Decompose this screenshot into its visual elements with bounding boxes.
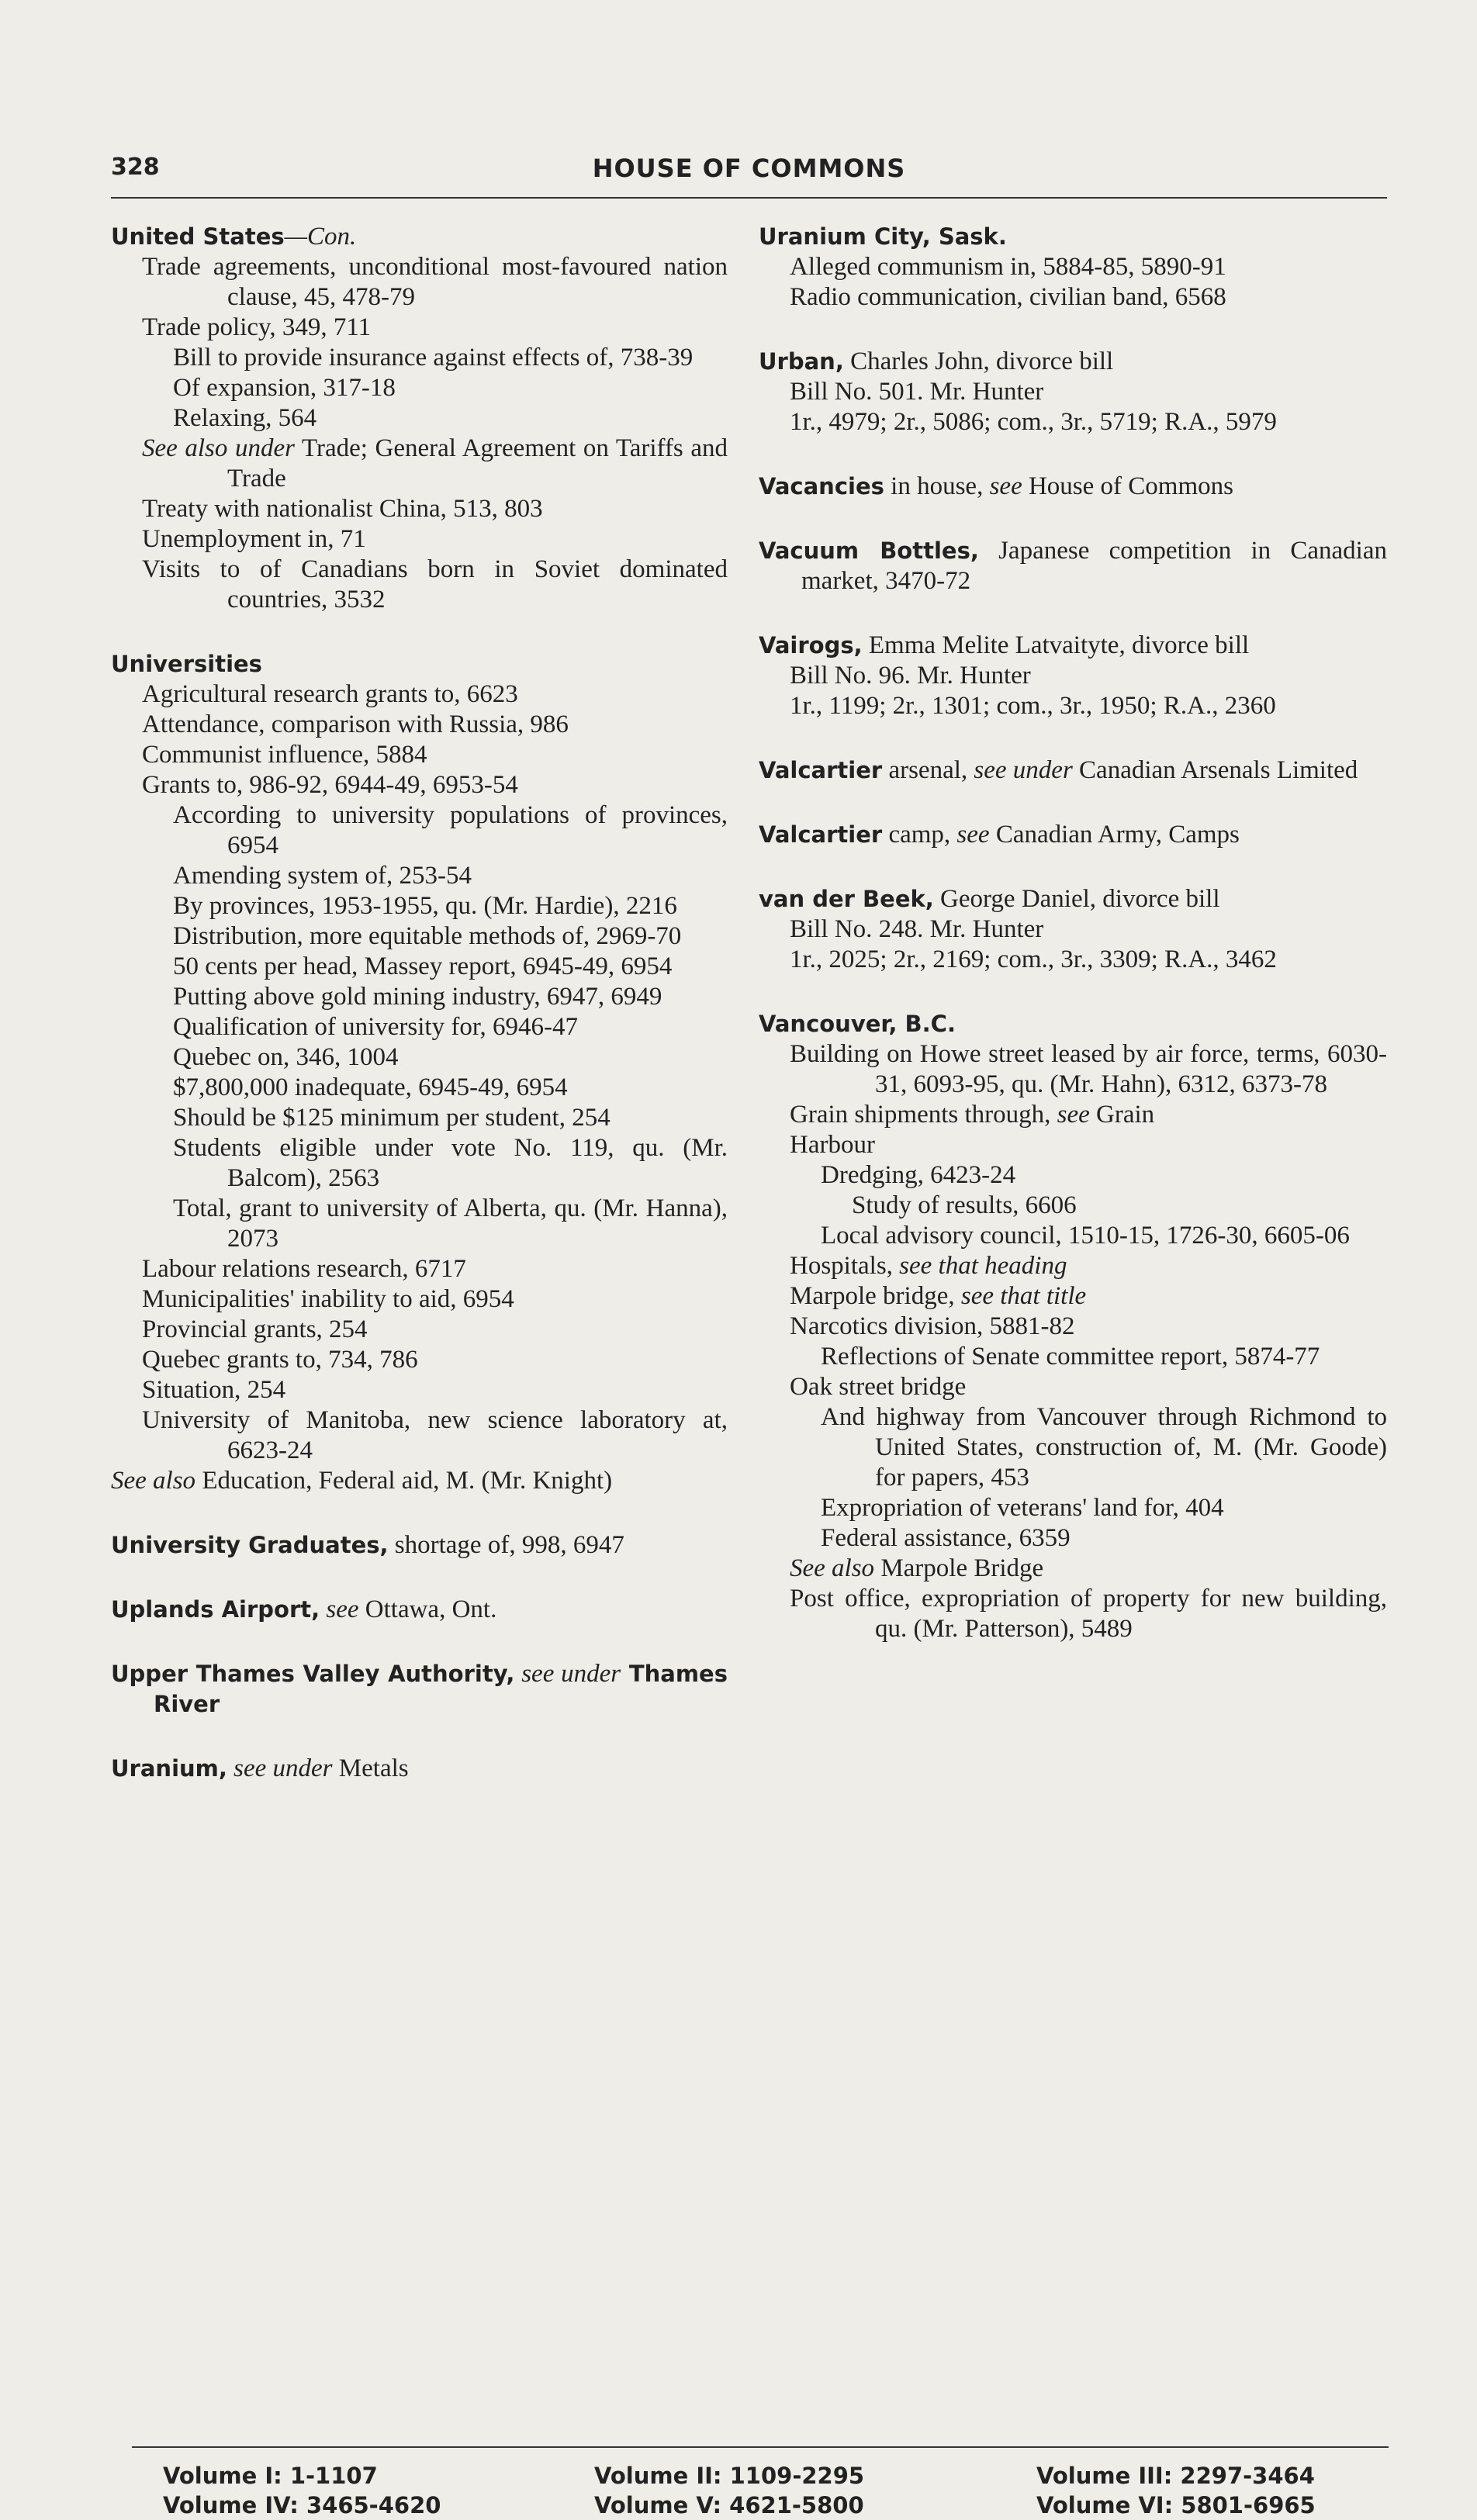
index-entry: University of Manitoba, new science laboratory at, 6623-24: [142, 1406, 728, 1464]
index-heading: Universities: [111, 651, 262, 677]
footer-rule: [132, 2446, 1389, 2448]
volume-range: Volume II: 1109-2295: [594, 2463, 865, 2489]
index-subentry: Students eligible under vote No. 119, qu. (Mr. Balcom), 2563: [173, 1134, 728, 1192]
index-heading: Valcartier camp, see Canadian Army, Camps: [759, 821, 1240, 849]
index-entry: 1r., 1199; 2r., 1301; com., 3r., 1950; R.A., 2360: [790, 692, 1276, 720]
index-entry: 1r., 2025; 2r., 2169; com., 3r., 3309; R.A., 3462: [790, 945, 1277, 973]
index-subentry: Total, grant to university of Alberta, qu. (Mr. Hanna), 2073: [173, 1194, 728, 1253]
index-heading: Vacuum Bottles, Japanese competition in Canadian market, 3470-72: [759, 537, 1387, 595]
index-subentry: Local advisory council, 1510-15, 1726-30, 6605-06: [821, 1222, 1350, 1250]
index-subentry: Distribution, more equitable methods of, 2969-70: [173, 922, 682, 950]
index-entry: Situation, 254: [142, 1376, 286, 1404]
volume-range: Volume IV: 3465-4620: [163, 2492, 441, 2518]
index-entry: Grain shipments through, see Grain: [790, 1101, 1155, 1129]
cross-reference: See also under Trade; General Agreement on Tariffs and Trade: [142, 434, 728, 493]
index-heading: Uranium City, Sask.: [759, 223, 1007, 250]
index-entry: Labour relations research, 6717: [142, 1255, 466, 1283]
cross-reference: See also Education, Federal aid, M. (Mr. Knight): [111, 1467, 613, 1495]
index-subentry: Federal assistance, 6359: [821, 1524, 1071, 1552]
running-head: HOUSE OF COMMONS: [592, 154, 906, 183]
index-entry: Agricultural research grants to, 6623: [142, 680, 518, 708]
index-entry: Unemployment in, 71: [142, 525, 366, 553]
index-subentry: Quebec on, 346, 1004: [173, 1043, 399, 1071]
index-subentry: $7,800,000 inadequate, 6945-49, 6954: [173, 1073, 568, 1101]
right-column: [759, 222, 1387, 1644]
volume-range: Volume VI: 5801-6965: [1036, 2492, 1316, 2518]
index-subentry: Putting above gold mining industry, 6947, 6949: [173, 983, 662, 1011]
left-column: [111, 222, 728, 1784]
page-header: [111, 154, 1387, 199]
volume-range: Volume III: 2297-3464: [1036, 2463, 1315, 2489]
page-number: 328: [111, 154, 160, 181]
index-entry: Provincial grants, 254: [142, 1315, 368, 1343]
index-heading: Uplands Airport, see Ottawa, Ont.: [111, 1595, 497, 1623]
index-subentry: Amending system of, 253-54: [173, 862, 472, 890]
index-subentry: And highway from Vancouver through Richmond to United States, construction of, M. (Mr. Goode) for papers, 453: [821, 1403, 1387, 1492]
index-entry: 1r., 4979; 2r., 5086; com., 3r., 5719; R.A., 5979: [790, 408, 1277, 436]
index-heading: Uranium, see under Metals: [111, 1754, 409, 1782]
index-subentry: Expropriation of veterans' land for, 404: [821, 1494, 1224, 1522]
index-subentry: 50 cents per head, Massey report, 6945-49, 6954: [173, 952, 673, 980]
index-subentry: Bill to provide insurance against effects of, 738-39: [173, 344, 694, 372]
index-subentry: According to university populations of provinces, 6954: [173, 801, 728, 859]
index-heading: van der Beek, George Daniel, divorce bill: [759, 885, 1220, 913]
index-heading: University Graduates, shortage of, 998, 6947: [111, 1531, 624, 1559]
index-subentry: Dredging, 6423-24: [821, 1161, 1016, 1189]
index-heading: Upper Thames Valley Authority, see under Thames River: [111, 1660, 728, 1717]
index-entry: Municipalities' inability to aid, 6954: [142, 1285, 514, 1313]
volume-range: Volume V: 4621-5800: [594, 2492, 864, 2518]
index-entry: Bill No. 96. Mr. Hunter: [790, 662, 1031, 690]
index-entry: Radio communication, civilian band, 6568: [790, 283, 1226, 311]
index-entry: Hospitals, see that heading: [790, 1252, 1067, 1280]
index-entry: Bill No. 248. Mr. Hunter: [790, 915, 1044, 943]
index-subentry: Relaxing, 564: [173, 404, 317, 432]
index-heading: Valcartier arsenal, see under Canadian Arsenals Limited: [759, 756, 1358, 784]
index-heading: Urban, Charles John, divorce bill: [759, 347, 1114, 375]
index-heading: Vancouver, B.C.: [759, 1011, 956, 1037]
index-subentry: Qualification of university for, 6946-47: [173, 1013, 578, 1041]
index-entry: Treaty with nationalist China, 513, 803: [142, 495, 543, 523]
index-subentry: Should be $125 minimum per student, 254: [173, 1104, 611, 1132]
index-entry: Attendance, comparison with Russia, 986: [142, 710, 569, 738]
index-subentry: Of expansion, 317-18: [173, 374, 396, 402]
index-entry: Communist influence, 5884: [142, 741, 427, 769]
index-entry: Trade agreements, unconditional most-favoured nation clause, 45, 478-79: [142, 253, 728, 311]
index-entry: Harbour: [790, 1131, 875, 1159]
index-heading: Vacancies in house, see House of Commons: [759, 472, 1233, 500]
index-entry: Alleged communism in, 5884-85, 5890-91: [790, 253, 1226, 281]
index-entry: Quebec grants to, 734, 786: [142, 1346, 418, 1374]
index-entry: Oak street bridge: [790, 1373, 967, 1401]
index-entry: Visits to of Canadians born in Soviet dominated countries, 3532: [142, 555, 728, 614]
index-entry: Bill No. 501. Mr. Hunter: [790, 378, 1044, 406]
index-entry: Post office, expropriation of property for new building, qu. (Mr. Patterson), 5489: [790, 1585, 1387, 1643]
index-subentry: Study of results, 6606: [852, 1191, 1077, 1219]
index-heading: United States—Con.: [111, 223, 357, 251]
cross-reference: See also Marpole Bridge: [790, 1554, 1044, 1582]
index-entry: Grants to, 986-92, 6944-49, 6953-54: [142, 771, 518, 799]
index-entry: Marpole bridge, see that title: [790, 1282, 1087, 1310]
index-entry: Narcotics division, 5881-82: [790, 1312, 1075, 1340]
index-entry: Trade policy, 349, 711: [142, 313, 372, 341]
index-subentry: By provinces, 1953-1955, qu. (Mr. Hardie), 2216: [173, 892, 677, 920]
index-entry: Building on Howe street leased by air force, terms, 6030-31, 6093-95, qu. (Mr. Hahn), 6312, 6373-78: [790, 1040, 1387, 1098]
index-subentry: Reflections of Senate committee report, 5874-77: [821, 1343, 1320, 1371]
index-heading: Vairogs, Emma Melite Latvaityte, divorce bill: [759, 631, 1250, 659]
volume-range: Volume I: 1-1107: [163, 2463, 378, 2489]
